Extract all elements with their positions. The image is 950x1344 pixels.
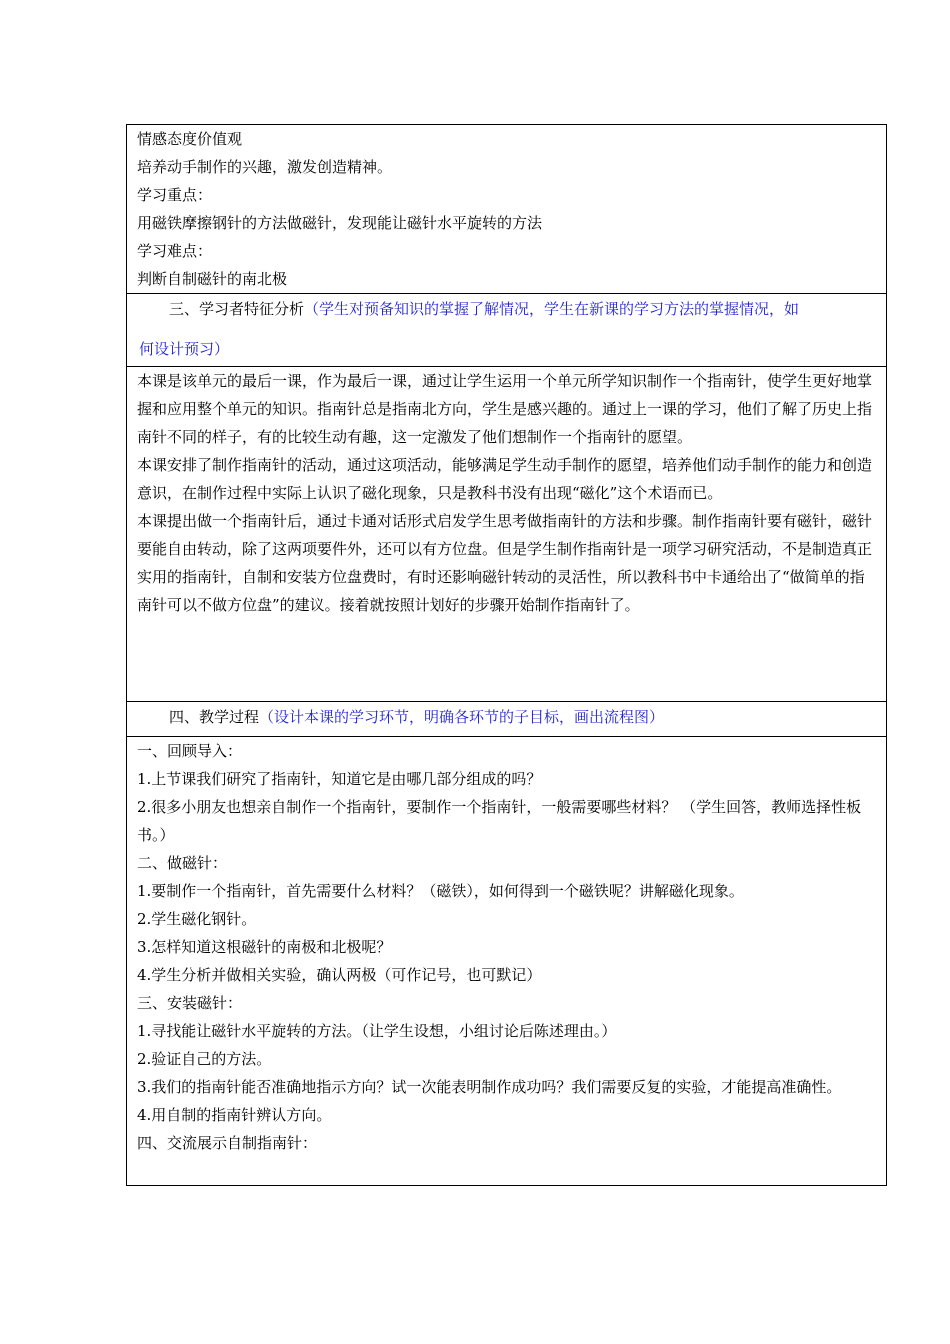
analysis-paragraph: 本课提出做一个指南针后，通过卡通对话形式启发学生思考做指南针的方法和步骤。制作指南针要有磁针，磁针要能自由转动，除了这两项要件外，还可以有方位盘。但是学生制作指南针是一项学习研究活动，不是制造真正实用的指南针，自制和安装方位盘费时，有时还影响磁针转动的灵活性，所以教科书中卡通给出了“做简单的指南针可以不做方位盘”的建议。接着就按照计划好的步骤开始制作指南针了。 xyxy=(137,512,873,614)
learner-analysis-body-row xyxy=(127,367,887,702)
process-line: 2.很多小朋友也想亲自制作一个指南针，要制作一个指南针，一般需要哪些材料？ （学生回答，教师选择性板书。） xyxy=(137,798,862,844)
section-hint: （学生对预备知识的掌握了解情况，学生在新课的学习方法的掌握情况，如 xyxy=(304,300,800,318)
section-heading: 三、学习者特征分析 xyxy=(169,300,305,318)
process-line: 2.学生磁化钢针。 xyxy=(137,910,257,928)
objective-line: 学习难点： xyxy=(137,242,213,260)
lesson-plan-table xyxy=(126,124,887,1186)
objective-line: 培养动手制作的兴趣，激发创造精神。 xyxy=(137,158,393,176)
section-heading: 四、教学过程 xyxy=(169,708,260,726)
learner-analysis-header xyxy=(127,294,887,367)
analysis-paragraph: 本课是该单元的最后一课，作为最后一课，通过让学生运用一个单元所学知识制作一个指南针，使学生更好地掌握和应用整个单元的知识。指南针总是指南北方向，学生是感兴趣的。通过上一课的学习，他们了解了历史上指南针不同的样子，有的比较生动有趣，这一定激发了他们想制作一个指南针的愿望。 xyxy=(137,372,873,446)
process-line: 4.学生分析并做相关实验，确认两极（可作记号，也可默记） xyxy=(137,966,542,984)
learner-analysis-body xyxy=(127,367,887,702)
section-hint: （设计本课的学习环节，明确各环节的子目标，画出流程图） xyxy=(259,708,665,726)
process-line: 1.要制作一个指南针，首先需要什么材料？（磁铁），如何得到一个磁铁呢？讲解磁化现象。 xyxy=(137,882,744,900)
process-line: 四、交流展示自制指南针： xyxy=(137,1134,318,1152)
process-line: 1.寻找能让磁针水平旋转的方法。（让学生设想，小组讨论后陈述理由。） xyxy=(137,1022,617,1040)
process-line: 3.我们的指南针能否准确地指示方向？试一次能表明制作成功吗？我们需要反复的实验，才能提高准确性。 xyxy=(137,1078,842,1096)
objective-line: 用磁铁摩擦钢针的方法做磁针，发现能让磁针水平旋转的方法 xyxy=(137,214,543,232)
process-line: 二、做磁针： xyxy=(137,854,228,872)
teaching-process-body-row xyxy=(127,737,887,1186)
analysis-paragraph: 本课安排了制作指南针的活动，通过这项活动，能够满足学生动手制作的愿望，培养他们动手制作的能力和创造意识，在制作过程中实际上认识了磁化现象，只是教科书没有出现“磁化”这个术语而已。 xyxy=(137,456,873,502)
process-line: 三、安装磁针： xyxy=(137,994,243,1012)
objectives-row xyxy=(127,125,887,294)
process-line: 3.怎样知道这根磁针的南极和北极呢？ xyxy=(137,938,392,956)
process-line: 4.用自制的指南针辨认方向。 xyxy=(137,1106,332,1124)
process-line: 1.上节课我们研究了指南针，知道它是由哪几部分组成的吗？ xyxy=(137,770,542,788)
learner-analysis-header-row xyxy=(127,294,887,367)
objective-line: 学习重点： xyxy=(137,186,213,204)
teaching-process-header-row xyxy=(127,702,887,737)
teaching-process-body xyxy=(127,737,887,1186)
section-hint-continued: 何设计预习） xyxy=(139,340,230,358)
process-line: 2.验证自己的方法。 xyxy=(137,1050,272,1068)
teaching-process-header xyxy=(127,702,887,737)
objective-line: 情感态度价值观 xyxy=(137,130,243,148)
objective-line: 判断自制磁针的南北极 xyxy=(137,270,288,288)
objectives-cell xyxy=(127,125,887,294)
process-line: 一、回顾导入： xyxy=(137,742,243,760)
